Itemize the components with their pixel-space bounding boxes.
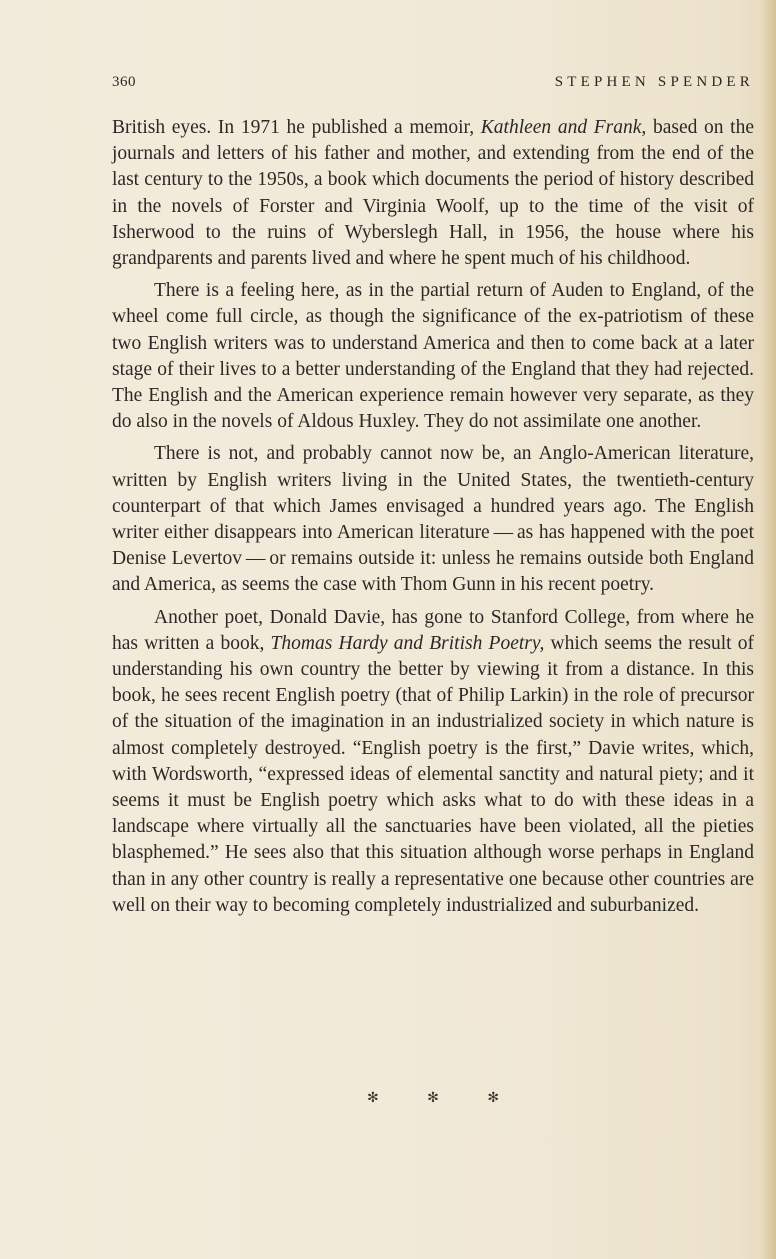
paragraph-3-text: There is not, and probably cannot now be, an Anglo-American literature, written by English writers living in the United States, the twentieth-century counterpart of that which James envisaged a hundred years ago. The English writer either disappears into American literature — as has happened with the poet Denise Levertov — or remains outside it: unless he remains outside both England and America, as seems the case with Thom Gunn in his recent poetry.: [112, 443, 754, 596]
running-head-author: STEPHEN SPENDER: [554, 74, 754, 90]
paragraph-4-text-1: Another poet, Donald Davie, has gone to Stanford College, from where he has written a book,: [112, 606, 754, 654]
asterism-star-icon: ✻: [366, 1090, 379, 1106]
paragraph-1: [112, 115, 754, 272]
paragraph-2: [112, 278, 754, 435]
paragraph-2-text: There is a feeling here, as in the partial return of Auden to England, of the wheel come full circle, as though the significance of the ex-patriotism of these two English writers was to understand America and then to come back at a later stage of their lives to a better understanding of the England that they had rejected. The English and the American experience remain however very separate, as they do also in the novels of Aldous Huxley. They do not assimilate one another.: [112, 280, 754, 433]
paragraph-3: [112, 441, 754, 598]
asterism-star-icon: ✻: [487, 1090, 500, 1106]
book-title-kathleen-and-frank: Kathleen and Frank,: [480, 117, 647, 138]
page-edge-shadow: [762, 0, 776, 1259]
asterism-star-icon: ✻: [427, 1090, 439, 1106]
paragraph-1-text-2: based on the journals and letters of his father and mother, and extending from the end of the last century to the 1950s, a book which documents the period of history described in the novels of Forster and Virginia Woolf, up to the time of the visit of Isherwood to the ruins of Wyberslegh Hall, in 1956, the house where his grandparents and parents lived and where he spent much of his childhood.: [112, 117, 754, 270]
book-title-thomas-hardy-and-british-poetry: Thomas Hardy and British Poetry,: [270, 632, 545, 654]
page-number: 360: [112, 74, 136, 90]
running-head: [112, 74, 754, 96]
paragraph-4: [112, 605, 754, 919]
paragraph-4-text-2: which seems the result of understanding his own country the better by viewing it from a distance. In this book, he sees recent English poetry (that of Philip Larkin) in the role of precursor of the situation of the imagination in an industrialized society in which nature is almost completely destroyed. “English poetry is the first,” Davie writes, which, with Wordsworth, “expressed ideas of elemental sanctity and natural piety; and it seems it must be English poetry which asks what to do with these ideas in a landscape where virtually all the sanctuaries have been violated, all the pieties blasphemed.” He sees also that this situation although worse perhaps in England than in any other country is really a representative one because other countries are well on their way to becoming completely industrialized and suburbanized.: [112, 632, 754, 916]
body-text: [112, 115, 754, 919]
paragraph-1-text-1: British eyes. In 1971 he published a memoir,: [112, 117, 481, 138]
section-break: [112, 1090, 754, 1106]
